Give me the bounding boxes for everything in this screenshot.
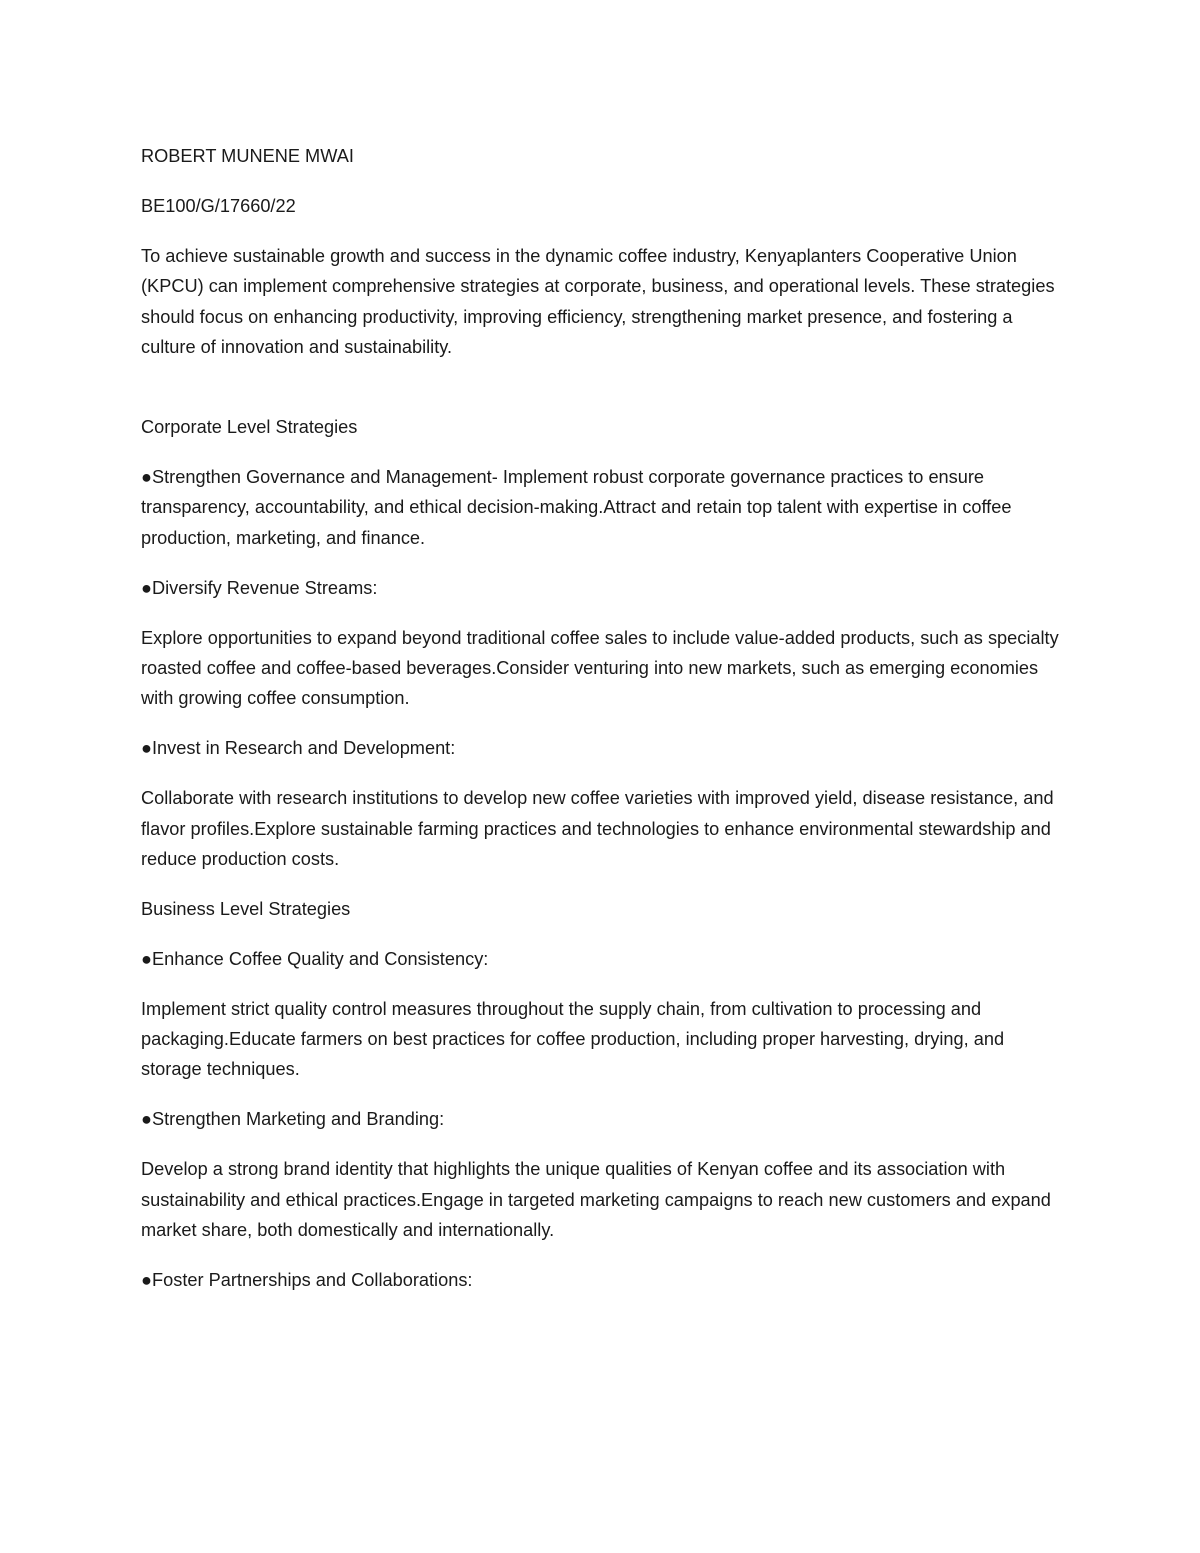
bullet-title: Strengthen Marketing and Branding: (152, 1109, 445, 1130)
bullet-item (141, 462, 1061, 553)
bullet-icon: ● (141, 738, 152, 759)
business-heading: Business Level Strategies (141, 898, 351, 919)
bullet-title: Enhance Coffee Quality and Consistency: (152, 948, 489, 969)
bullet-item (141, 1265, 1061, 1295)
bullet-body: Explore opportunities to expand beyond traditional coffee sales to include value-added products, such as specialty roasted coffee and coffee-based beverages.Consider venturing into new markets, such as emerging economies with growing coffee consumption. (141, 627, 1059, 709)
bullet-icon: ● (141, 577, 152, 598)
bullet-title: Foster Partnerships and Collaborations: (152, 1269, 473, 1290)
bullet-title: Strengthen Governance and Management- Implement robust corporate governance practices to ensure transparency, accountability, and ethical decision-making.Attract and retain top talent with expertise in coffee production, marketing, and finance. (141, 467, 1012, 548)
registration-number: BE100/G/17660/22 (141, 195, 296, 216)
bullet-item (141, 733, 1061, 763)
author-name: ROBERT MUNENE MWAI (141, 146, 354, 166)
bullet-title: Invest in Research and Development: (152, 738, 456, 759)
bullet-icon: ● (141, 1109, 152, 1130)
intro-paragraph: To achieve sustainable growth and success in the dynamic coffee industry, Kenyaplanters Cooperative Union (KPCU) can implement comprehensive strategies at corporate, business, and operational levels. These strategies should focus on enhancing productivity, improving efficiency, strengthening market presence, and fostering a culture of innovation and sustainability. (141, 245, 1055, 357)
bullet-item (141, 1104, 1061, 1134)
bullet-icon: ● (141, 467, 152, 488)
document-body (141, 141, 1061, 1315)
bullet-icon: ● (141, 948, 152, 969)
bullet-body: Develop a strong brand identity that highlights the unique qualities of Kenyan coffee and its association with sustainability and ethical practices.Engage in targeted marketing campaigns to reach new customers and expand market share, both domestically and internationally. (141, 1159, 1051, 1240)
bullet-icon: ● (141, 1269, 152, 1290)
bullet-item (141, 944, 1061, 974)
bullet-item (141, 573, 1061, 603)
bullet-title: Diversify Revenue Streams: (152, 577, 378, 598)
corporate-heading: Corporate Level Strategies (141, 417, 358, 438)
bullet-body: Collaborate with research institutions to develop new coffee varieties with improved yield, disease resistance, and flavor profiles.Explore sustainable farming practices and technologies to enhance environmental stewardship and reduce production costs. (141, 788, 1054, 869)
bullet-body: Implement strict quality control measures throughout the supply chain, from cultivation to processing and packaging.Educate farmers on best practices for coffee production, including proper harvesting, drying, and storage techniques. (141, 998, 1005, 1080)
